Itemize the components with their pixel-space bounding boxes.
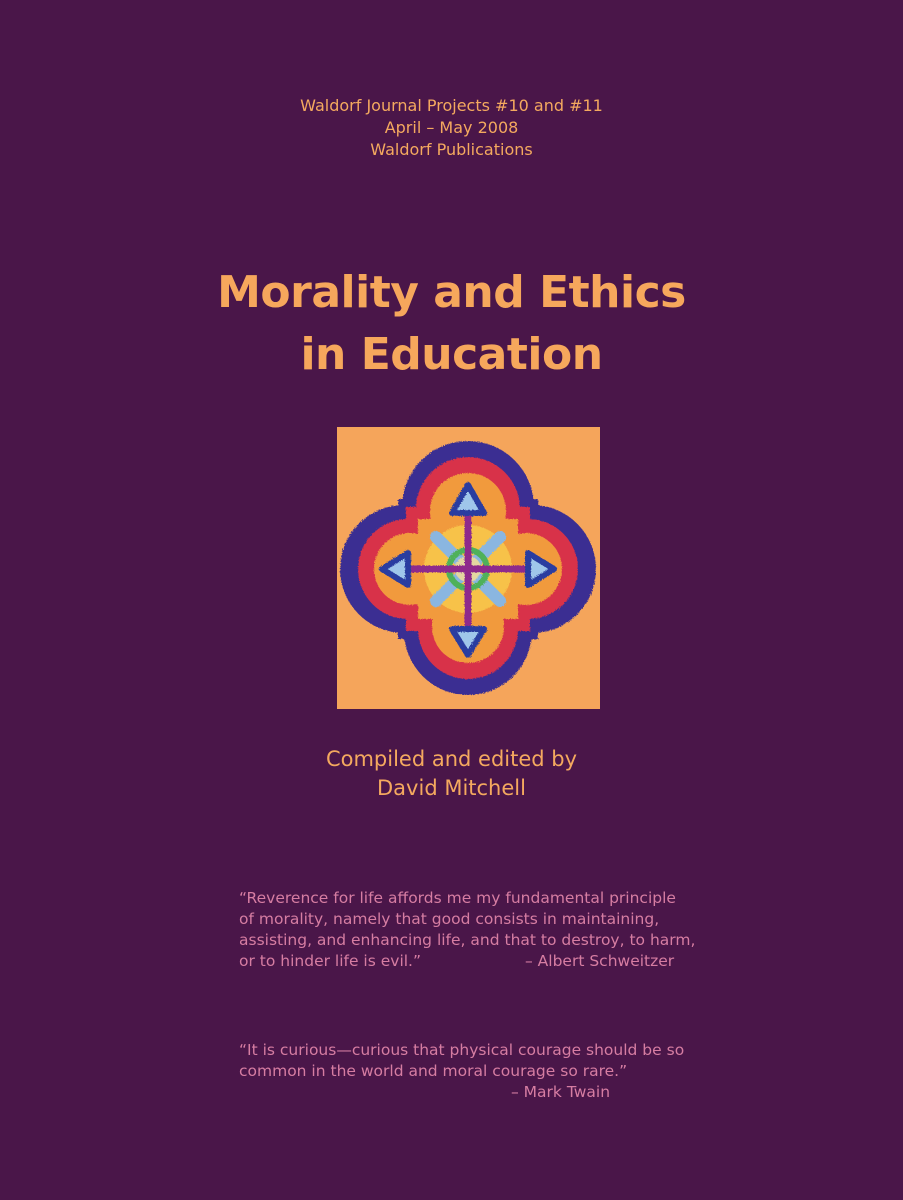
- quote-line: assisting, and enhancing life, and that to destroy, to harm,: [239, 931, 696, 949]
- cover-artwork: [337, 427, 600, 709]
- quatrefoil-drawing: [337, 427, 600, 709]
- quote-line: “It is curious—curious that physical courage should be so: [239, 1041, 685, 1059]
- title-line-1: Morality and Ethics: [217, 267, 686, 318]
- publisher-line: Waldorf Publications: [370, 140, 533, 159]
- quote-attribution: – Albert Schweitzer: [525, 952, 675, 970]
- date-line: April – May 2008: [384, 118, 519, 137]
- title-line-2: in Education: [300, 329, 603, 380]
- book-title: [0, 262, 903, 386]
- editor-name: David Mitchell: [377, 776, 526, 800]
- quote-twain: [239, 1040, 709, 1103]
- quote-line: of morality, namely that good consists in maintaining,: [239, 910, 660, 928]
- credit-label: Compiled and edited by: [325, 747, 578, 771]
- quote-schweitzer: [239, 888, 709, 972]
- quote-line: “Reverence for life affords me my fundamental principle: [239, 889, 676, 907]
- quote-line: or to hinder life is evil.”: [239, 952, 422, 970]
- quote-line: common in the world and moral courage so rare.”: [239, 1062, 628, 1080]
- quote-attribution: – Mark Twain: [511, 1083, 611, 1101]
- editor-credit: [0, 745, 903, 803]
- publication-header: [0, 95, 903, 161]
- series-line: Waldorf Journal Projects #10 and #11: [300, 96, 603, 115]
